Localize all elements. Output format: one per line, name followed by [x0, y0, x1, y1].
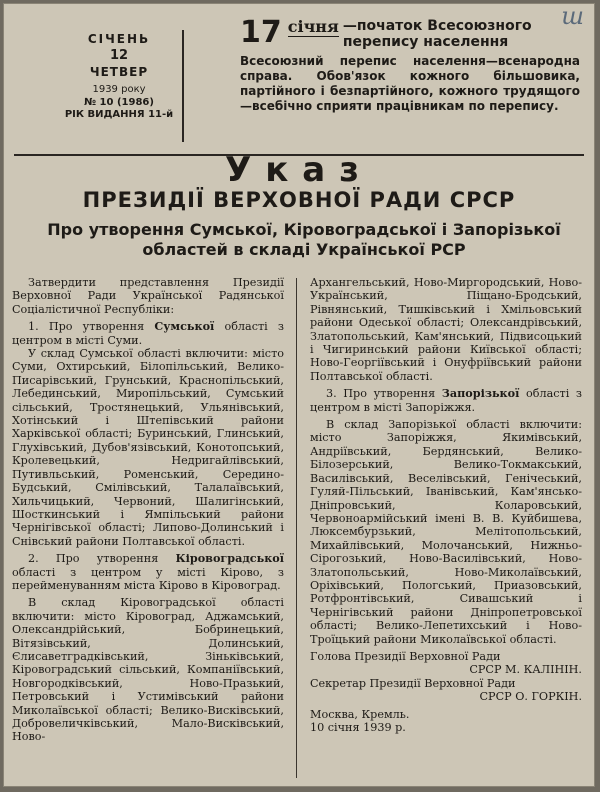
paragraph: Затвердити представлення Президії Верховної Ради Української Радянської Соціалістичної Республіки: — [12, 276, 284, 316]
slogan-date-number: 17 — [240, 15, 282, 50]
signature-chairman-title: Голова Президії Верховної Ради — [310, 649, 501, 663]
issue-date-box — [56, 30, 184, 142]
decree-body — [12, 276, 584, 786]
decree-title: Указ — [225, 150, 373, 190]
region-name: Кіровоградської — [175, 551, 284, 566]
region-name: Запорізької — [441, 386, 520, 401]
edition-year: РІК ВИДАННЯ 11-й — [64, 109, 174, 120]
paragraph: У склад Сумської області включити: місто Суми, Охтирський, Білопільський, Велико-Писарівський, Грунський, Краснопільський, Лебединський, Миропільський, Сумський сільський, Тростянецький, Ульянівський, Хотінський і Штепівський райони Харківської області; Буринський, Глинський, Глухівський, Дубов'язівський, Конотопський, Кролевецький, Недригайлівський, Путивльський, Роменський, Середино-Будський, Смілівський, Талалаївський, Хильчицький, Червоний, Шалигінський, Шосткинський і Ямпільський райони Чернігівської області; Липово-Долинський і Снівський райони Полтавської області. — [12, 347, 284, 548]
paragraph: 2. Про утворення Кіровоградської області з центром у місті Кірово, з перейменуванням міста Кірово в Кіровоград. — [12, 551, 284, 592]
issue-weekday: ЧЕТВЕР — [89, 65, 149, 79]
paragraph: 3. Про утворення Запорізької області з центром в місті Запоріжжя. — [310, 386, 582, 414]
handwritten-mark: ш — [561, 4, 584, 30]
paragraph: В склад Кіровоградської області включити: місто Кіровоград, Аджамський, Олександрійський, Бобринецький, Вітязівський, Долинський, Єлисаветградківський, Зіньківський, Кіровоградський сільський, Компаніївський, Новгородківський, Ново-Празький, Петровський і Устимівський райони Миколаївської області; Велико-Висківський, Добровеличківський, Мало-Висківський, Ново- — [12, 596, 284, 744]
slogan-body: Всесоюзний перепис населення—всенародна справа. Обов'язок кожного більшовика, партійного і безпартійного, кожного трудящого—всебічно сприяти працівникам по перепису. — [240, 54, 580, 113]
right-column — [310, 276, 582, 734]
paragraph: Архангельський, Ново-Миргородський, Ново-Український, Піщано-Бродський, Рівнянський, Тишківський і Хмільовський райони Одеської області; Олександрівський, Златопольський, Кам'янський, Підвисоцький і Чигиринський райони Київської області; Ново-Георгіївський і Онуфріївський райони Полтавської області. — [310, 276, 582, 383]
newspaper-page — [4, 4, 594, 786]
issue-year: 1939 року — [92, 84, 146, 95]
paragraph: 1. Про утворення Сумської області з центром в місті Суми. — [12, 319, 284, 347]
census-slogan — [240, 15, 580, 114]
column-divider — [296, 278, 297, 778]
slogan-headline — [240, 15, 580, 50]
issue-day: 12 — [109, 48, 129, 63]
masthead — [4, 4, 594, 154]
slogan-date-month: січня — [287, 17, 339, 36]
region-name: Сумської — [154, 319, 215, 334]
signature-chairman-name: СРСР М. КАЛІНІН. — [469, 663, 582, 677]
issue-month: СІЧЕНЬ — [87, 32, 151, 46]
slogan-headline-text: —початок Всесоюзного перепису населення — [342, 18, 532, 50]
decree-place: Москва, Кремль. — [310, 707, 410, 721]
paragraph: В склад Запорізької області включити: місто Запоріжжя, Якимівський, Андріївський, Бердянський, Велико-Білозерський, Велико-Токмакський, Василівський, Веселівський, Генічеський, Гуляй-Пільський, Іванівський, Кам'янсько-Дніпровський, Коларовський, Червоноармійський імені В. В. Куйбишева, Люксембурзький, Мелітопольський, Михайлівський, Молочанський, Нижньо-Сірогозький, Ново-Василівський, Ново-Златопольський, Ново-Миколаївський, Оріхівський, Пологський, Приазовський, Ротфронтівський, Сивашський і Чернігівський райони Дніпропетровської області; Велико-Лепетихський і Ново-Троїцький райони Миколаївської області. — [310, 418, 582, 646]
signature-secretary-title: Секретар Президії Верховної Ради — [310, 676, 516, 690]
left-column — [12, 276, 284, 744]
decree-issuer: ПРЕЗИДІЇ ВЕРХОВНОЇ РАДИ СРСР — [82, 188, 516, 212]
decree-subtitle: Про утворення Сумської, Кіровоградської і Запорізької областей в складі Української РСР — [47, 220, 561, 259]
signature-secretary-name: СРСР О. ГОРКІН. — [479, 690, 582, 704]
decree-date: 10 січня 1939 р. — [310, 721, 406, 734]
issue-number: № 10 (1986) — [84, 97, 154, 108]
